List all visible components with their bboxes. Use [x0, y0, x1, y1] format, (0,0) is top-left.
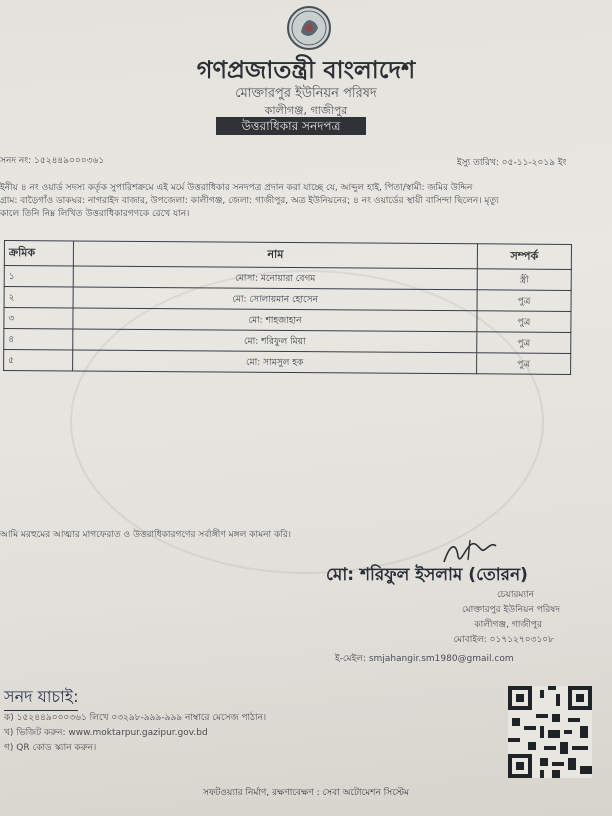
name-column-header: নাম: [73, 241, 477, 269]
name-cell: মোসা: মনোয়ারা বেগম: [73, 266, 477, 290]
body-line: গ্রাম: বাড়ৈগাঁও ডাকঘর: নাগরাইদ বাজার, উপজেলা: কালীগঞ্জ, জেলা: গাজীপুর, অত্র ইউনিয়নের; ৪ নং ওয়ার্ডের স্থায়ী বাসিন্দা ছিলেন। মৃত্যু: [0, 196, 499, 206]
union-location: কালীগঞ্জ, গাজীপুর: [264, 104, 348, 117]
signatory-name: মো: শরিফুল ইসলাম (তোরন): [326, 565, 528, 585]
certificate-body-text: [0, 182, 600, 221]
signatory-block: [454, 587, 564, 647]
relation-cell: পুত্র: [477, 290, 571, 312]
footer-credit: সফটওয়্যার নির্মাণ, রক্ষণাবেক্ষণ : সেবা অটোমেশন সিস্টেম: [203, 788, 409, 798]
signatory-location: কালীগঞ্জ, গাজীপুর: [474, 620, 542, 630]
relation-cell: পুত্র: [477, 311, 571, 333]
name-cell: মো: শাহজাহান: [73, 308, 477, 332]
relation-cell: পুত্র: [477, 353, 571, 375]
serial-cell: ৫: [4, 350, 73, 371]
relation-column-header: সম্পর্ক: [477, 244, 571, 270]
signatory-email: ই-মেইল: smjahangir.sm1980@gmail.com: [335, 654, 514, 664]
signatory-union: মোক্তারপুর ইউনিয়ন পরিষদ: [462, 605, 560, 615]
verification-step: খ) ভিজিট করুন: www.moktarpur.gazipur.gov.bd: [4, 728, 208, 738]
verification-step: ক) ১৫২৪৪৯০০০৩৬১ লিখে ০৩২৯৮-৯৯৯-৯৯৯ নাম্বারে মেসেজ পাঠান।: [4, 713, 267, 723]
verification-title: সনদ যাচাই:: [4, 684, 78, 711]
name-cell: মো: শরিফুল মিয়া: [73, 329, 477, 353]
signatory-mobile: মোবাইল: ০১৭১২৭০৩১০৮: [453, 635, 554, 645]
qr-code-icon[interactable]: [508, 686, 592, 778]
certificate-number: সনদ নং: ১৫২৪৪৯০০০৩৬১: [0, 156, 105, 166]
serial-cell: ১: [4, 266, 73, 287]
body-line: কালে তিনি নিম্ন লিখিত উত্তরাধিকারগণকে রেখে যান।: [0, 209, 190, 219]
name-cell: মো: সোলায়মান হোসেন: [73, 287, 477, 311]
signatory-designation: চেয়ারম্যান: [497, 590, 534, 600]
serial-cell: ৪: [4, 329, 73, 350]
country-title: গণপ্রজাতন্ত্রী বাংলাদেশ: [196, 56, 416, 84]
table-row: [4, 350, 571, 375]
relation-cell: স্ত্রী: [477, 269, 571, 291]
serial-cell: ২: [4, 287, 73, 308]
certificate-type-label: উত্তরাধিকার সনদপত্র: [216, 117, 366, 135]
government-emblem-icon: [287, 6, 331, 50]
union-name: মোক্তারপুর ইউনিয়ন পরিষদ: [235, 86, 377, 101]
prayer-text: আমি মরহুমের আত্মার মাগফেরাত ও উত্তরাধিকারগণের সর্বাঙ্গীণ মঙ্গল কামনা করি।: [0, 530, 291, 540]
heirs-table: [3, 240, 572, 375]
verification-step: গ) QR কোড স্ক্যান করুন।: [4, 743, 97, 753]
relation-cell: পুত্র: [477, 332, 571, 354]
serial-cell: ৩: [4, 308, 73, 329]
serial-column-header: ক্রমিক: [4, 241, 73, 266]
name-cell: মো: সামসুল হক: [73, 350, 477, 374]
issue-date: ইস্যু তারিখ: ০৫-১১-২০১৯ ইং: [457, 158, 567, 168]
body-line: ইনীয় ৪ নং ওয়ার্ড সদস্য কর্তৃক সুপারিশক্রমে এই মর্মে উত্তরাধিকার সনদপত্র প্রদান করা যাচ্ছে যে, আব্দুল হাই, পিতা/স্বামী: জমির উদ্দিন: [0, 183, 473, 193]
